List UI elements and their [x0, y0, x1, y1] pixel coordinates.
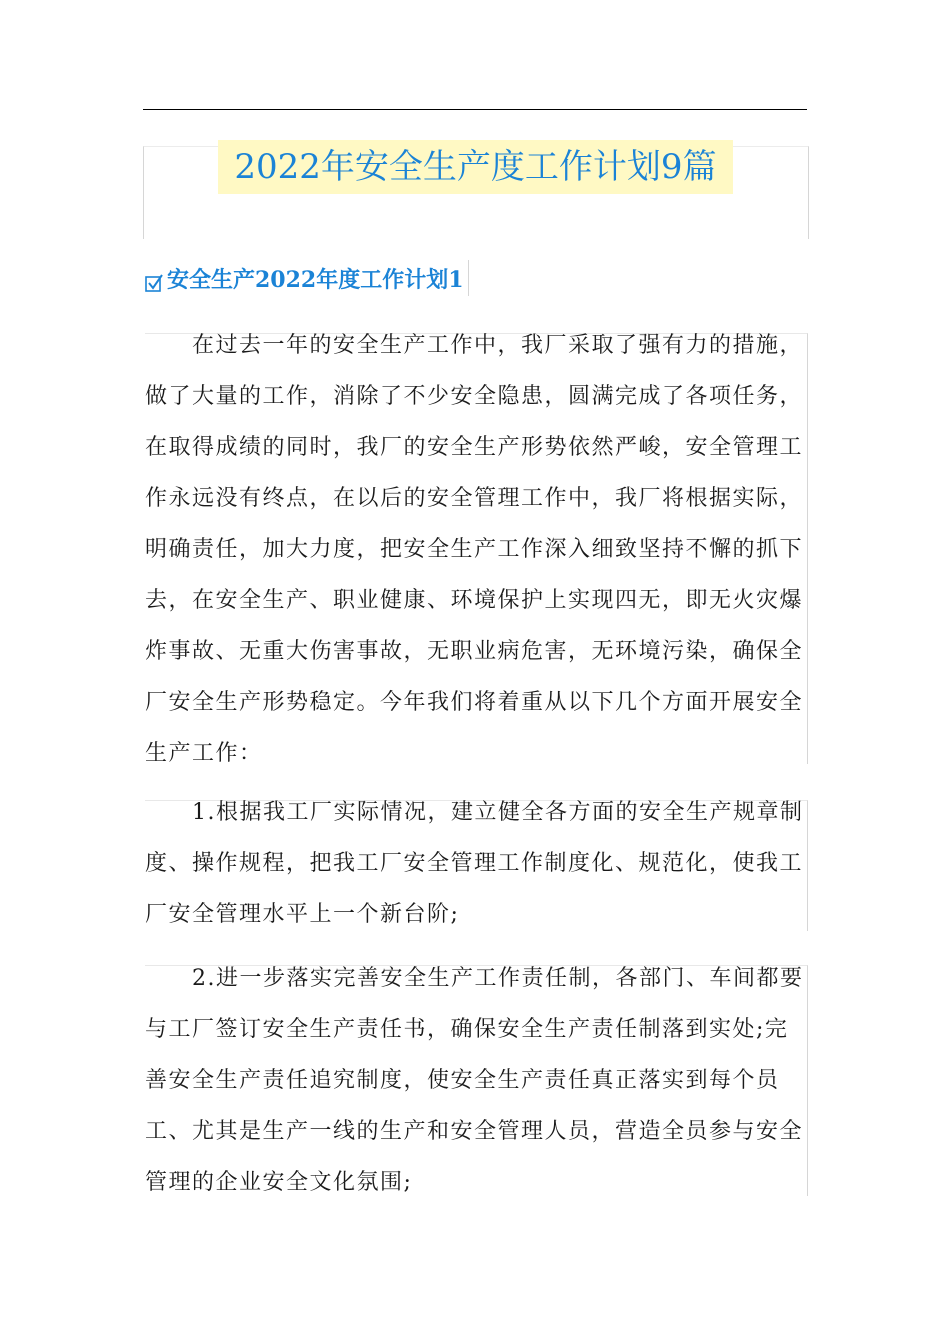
paragraph-2: [145, 787, 815, 940]
checkbox-checked-icon: [145, 274, 163, 292]
paragraph-line: 在取得成绩的同时，我厂的安全生产形势依然严峻，安全管理工: [145, 435, 804, 460]
paragraph-line: 管理的企业安全文化氛围;: [145, 1170, 413, 1195]
paragraph-line: 与工厂签订安全生产责任书，确保安全生产责任制落到实处;完: [145, 1017, 789, 1042]
paragraph-line: 生产工作：: [145, 741, 263, 766]
top-rule: [143, 109, 807, 110]
section-heading: [145, 258, 469, 298]
paragraph-line: 明确责任，加大力度，把安全生产工作深入细致坚持不懈的抓下: [145, 537, 804, 562]
document-title: 2022年安全生产度工作计划9篇: [218, 140, 733, 194]
paragraph-line: 厂安全管理水平上一个新台阶;: [145, 902, 460, 927]
paragraph-line: 厂安全生产形势稳定。今年我们将着重从以下几个方面开展安全: [145, 690, 804, 715]
paragraph-line: 1.根据我工厂实际情况，建立健全各方面的安全生产规章制: [192, 800, 804, 825]
paragraph-line: 度、操作规程，把我工厂安全管理工作制度化、规范化，使我工: [145, 851, 804, 876]
section-heading-text: 安全生产2022年度工作计划1: [167, 266, 464, 293]
paragraph-line: 在过去一年的安全生产工作中，我厂采取了强有力的措施，: [192, 333, 804, 358]
paragraph-line: 炸事故、无重大伤害事故，无职业病危害，无环境污染，确保全: [145, 639, 804, 664]
paragraph-line: 作永远没有终点，在以后的安全管理工作中，我厂将根据实际，: [145, 486, 804, 511]
paragraph-line: 2.进一步落实完善安全生产工作责任制，各部门、车间都要: [192, 966, 804, 991]
paragraph-line: 去，在安全生产、职业健康、环境保护上实现四无，即无火灾爆: [145, 588, 804, 613]
paragraph-line: 做了大量的工作，消除了不少安全隐患，圆满完成了各项任务，: [145, 384, 804, 409]
paragraph-3: [145, 953, 815, 1208]
paragraph-line: 善安全生产责任追究制度，使安全生产责任真正落实到每个员: [145, 1068, 780, 1093]
paragraph-line: 工、尤其是生产一线的生产和安全管理人员，营造全员参与安全: [145, 1119, 804, 1144]
heading-divider: [468, 260, 469, 296]
paragraph-1: [145, 320, 815, 779]
